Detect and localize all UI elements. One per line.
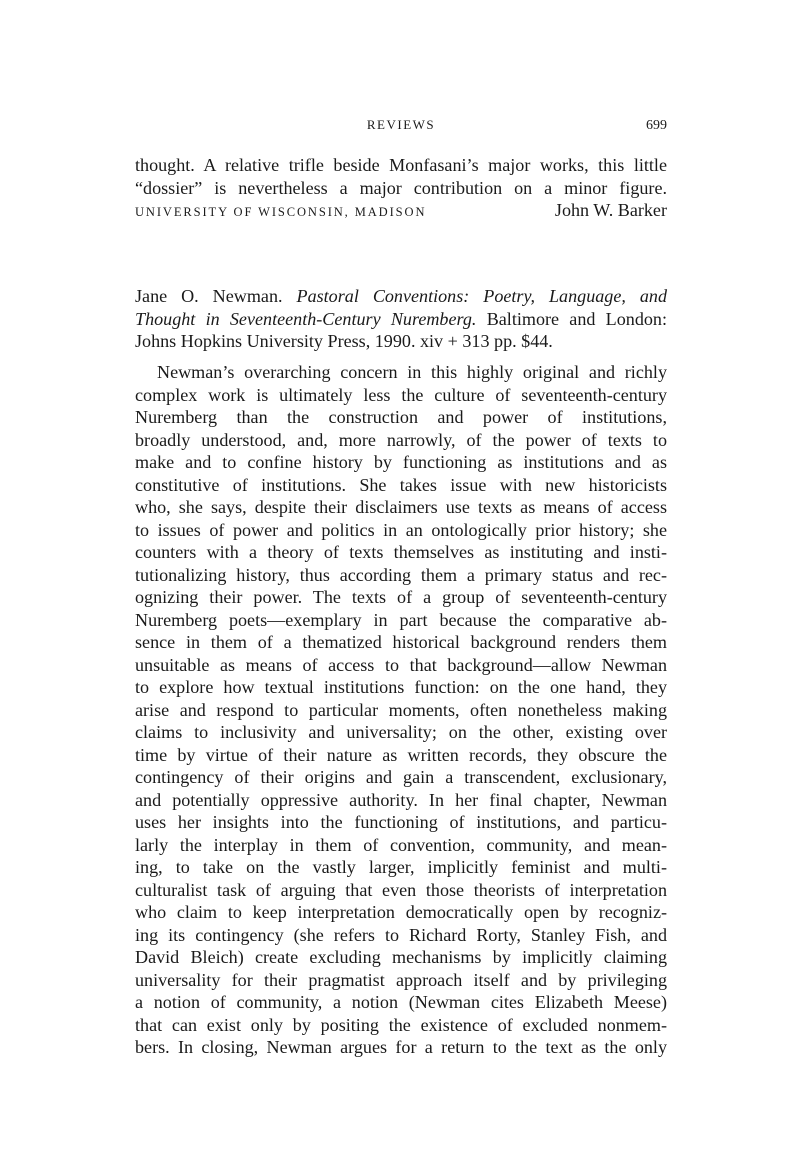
review-text-line: ognizing their power. The texts of a group of seventeenth-century	[135, 587, 667, 607]
review-text-line: claims to inclusivity and universality; on the other, existing over	[135, 722, 667, 742]
text-line: thought. A relative trifle beside Monfasani’s major works, this little	[135, 155, 667, 175]
review-text-line: counters with a theory of texts themselves as instituting and insti-	[135, 542, 667, 562]
review-text-line: who, she says, despite their disclaimers use texts as means of access	[135, 497, 667, 517]
citation-line: Johns Hopkins University Press, 1990. xiv + 313 pp. $44.	[135, 331, 553, 352]
review-text-line: constitutive of institutions. She takes issue with new historicists	[135, 474, 667, 495]
reviewer-affiliation: UNIVERSITY OF WISCONSIN, MADISON	[135, 205, 427, 220]
review-text-line: make and to confine history by functioning as institutions and as	[135, 452, 667, 472]
review-text-line: arise and respond to particular moments, often nonetheless making	[135, 699, 667, 720]
review-text-line: bers. In closing, Newman argues for a return to the text as the only	[135, 1037, 667, 1057]
book-title-part: Thought in Seventeenth-Century Nuremberg.	[135, 308, 477, 329]
review-text-line: Newman’s overarching concern in this highly original and richly	[157, 362, 667, 382]
review-text-line: to explore how textual institutions function: on the one hand, they	[135, 677, 667, 697]
book-publisher-place: Baltimore and London:	[486, 308, 667, 329]
review-text-line: David Bleich) create excluding mechanisms by implicitly claiming	[135, 947, 667, 967]
review-text-line: Nuremberg than the construction and power of institutions,	[135, 407, 667, 427]
running-head: REVIEWS	[366, 117, 436, 132]
review-text-line: contingency of their origins and gain a transcendent, exclusionary,	[135, 767, 667, 787]
review-text-line: larly the interplay in them of convention, community, and mean-	[135, 834, 667, 855]
review-text-line: ing, to take on the vastly larger, implicitly feminist and multi-	[135, 857, 667, 877]
review-text-line: time by virtue of their nature as written records, they obscure the	[135, 744, 667, 765]
review-text-line: a notion of community, a notion (Newman cites Elizabeth Meese)	[135, 992, 667, 1012]
review-text-line: complex work is ultimately less the culture of seventeenth-century	[135, 384, 667, 405]
review-text-line: Nuremberg poets—exemplary in part because the comparative ab-	[135, 609, 667, 630]
reviewer-name: John W. Barker	[554, 200, 667, 221]
review-text-line: culturalist task of arguing that even those theorists of interpretation	[135, 879, 667, 900]
book-citation	[135, 285, 667, 353]
review-text-line: that can exist only by positing the existence of excluded nonmem-	[135, 1014, 667, 1035]
text-line: “dossier” is nevertheless a major contribution on a minor figure.	[135, 177, 667, 198]
review-text-line: who claim to keep interpretation democratically open by recogniz-	[135, 902, 667, 922]
review-text-line: broadly understood, and, more narrowly, of the power of texts to	[135, 429, 667, 450]
review-text-line: universality for their pragmatist approach itself and by privileging	[135, 969, 667, 990]
review-body	[135, 361, 667, 1059]
review-text-line: and potentially oppressive authority. In her final chapter, Newman	[135, 789, 667, 810]
citation-line	[135, 308, 667, 331]
previous-review-ending	[135, 154, 667, 224]
review-text-line: ing its contingency (she refers to Richard Rorty, Stanley Fish, and	[135, 924, 667, 945]
review-text-line: tutionalizing history, thus according them a primary status and rec-	[135, 564, 667, 585]
review-text-line: unsuitable as means of access to that background—allow Newman	[135, 654, 667, 675]
citation-line	[135, 285, 667, 308]
review-text-line: sence in them of a thematized historical background renders them	[135, 632, 667, 652]
page-number: 699	[646, 118, 667, 133]
book-title-part: Pastoral Conventions: Poetry, Language, and	[296, 286, 668, 306]
signature-row	[135, 199, 667, 224]
review-text-line: uses her insights into the functioning of institutions, and particu-	[135, 812, 667, 832]
book-author: Jane O. Newman.	[135, 286, 283, 306]
page-header	[135, 117, 667, 137]
review-text-line: to issues of power and politics in an ontologically prior history; she	[135, 519, 667, 540]
